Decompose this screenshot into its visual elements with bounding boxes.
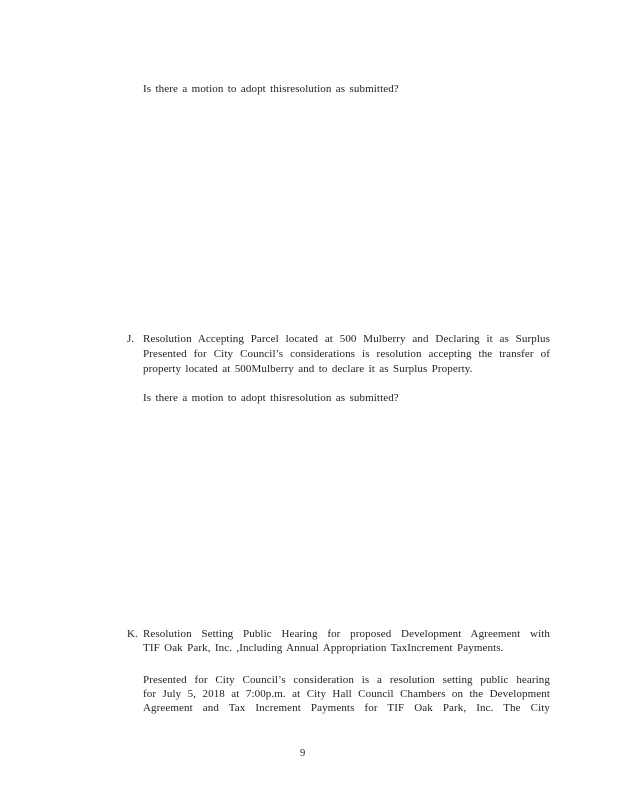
agenda-item-k-label: K. [127, 628, 138, 640]
agenda-item-k-body-line: Agreement and Tax Increment Payments for TIF Oak Park, Inc. The City [143, 702, 550, 714]
agenda-item-k-title-line: Resolution Setting Public Hearing for proposed Development Agreement with [143, 628, 550, 640]
agenda-item-k-body [143, 673, 550, 715]
agenda-item-j-description-line: Presented for City Council’s considerations is resolution accepting the transfer of [143, 348, 550, 360]
agenda-item-j-title-line: Resolution Accepting Parcel located at 500 Mulberry and Declaring it as Surplus [143, 333, 550, 345]
agenda-item-k-body-line: Presented for City Council’s consideration is a resolution setting public hearing [143, 674, 550, 686]
agenda-item-j [127, 332, 550, 377]
agenda-item-j-description-line: property located at 500Mulberry and to declare it as Surplus Property. [143, 363, 473, 375]
agenda-item-k [127, 627, 550, 655]
page-number: 9 [300, 748, 306, 759]
agenda-item-k-body-line: for July 5, 2018 at 7:00p.m. at City Hall Council Chambers on the Development [143, 688, 550, 700]
motion-prompt-text: Is there a motion to adopt thisresolution as submitted? [143, 392, 399, 404]
motion-prompt-text: Is there a motion to adopt thisresolution as submitted? [143, 83, 399, 95]
motion-prompt-j-block [143, 391, 550, 406]
agenda-item-j-label: J. [127, 333, 135, 345]
motion-prompt-top-block [143, 82, 550, 97]
agenda-item-k-title-line: TIF Oak Park, Inc. ,Including Annual Appropriation TaxIncrement Payments. [143, 642, 504, 654]
